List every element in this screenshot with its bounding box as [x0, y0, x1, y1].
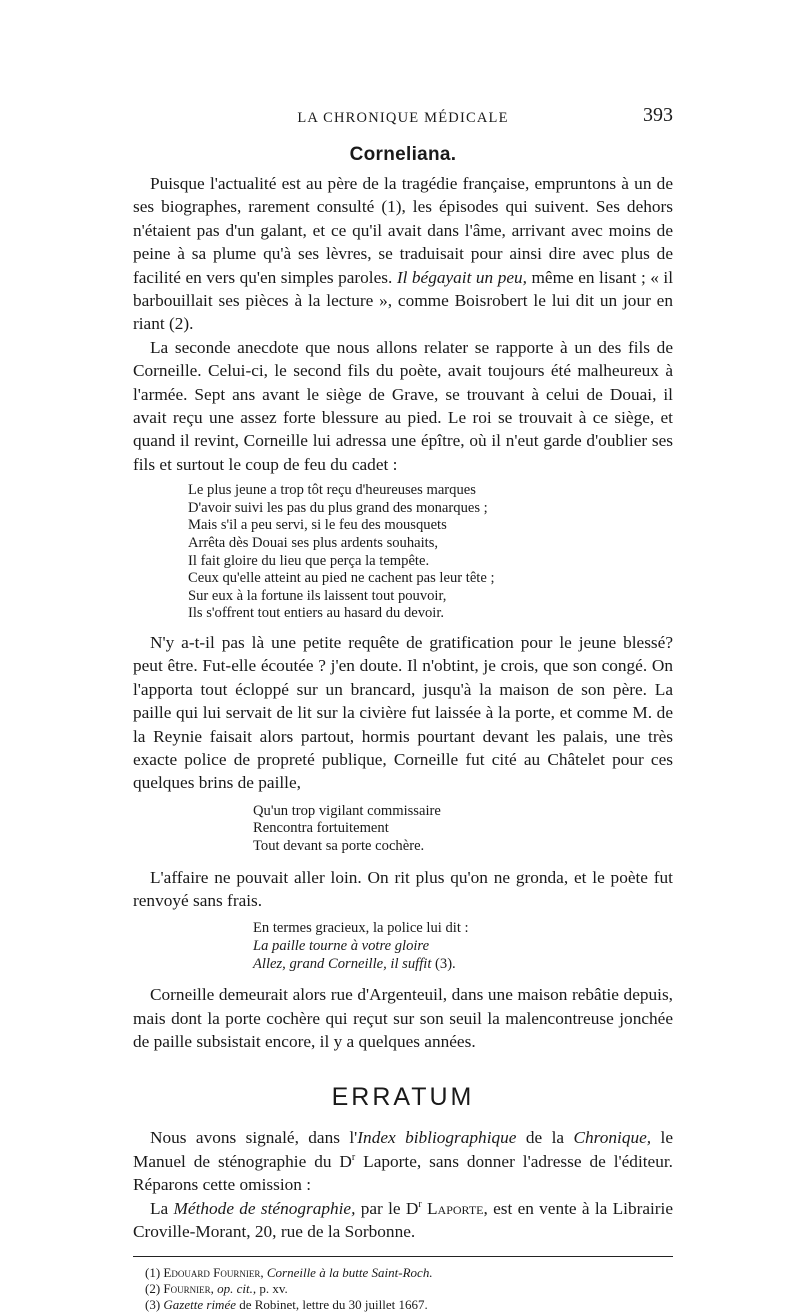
- verse-line: [253, 956, 673, 974]
- footnote-title: Gazette rimée: [163, 1297, 236, 1313]
- erratum-text: est en vente à la Librairie Croville-Morant, 20, rue de la Sorbonne.: [133, 1198, 674, 1242]
- verse-block-1: [188, 482, 673, 623]
- erratum-text: le Manuel de sténographie du D: [133, 1128, 674, 1171]
- verse-block-2: [253, 803, 673, 856]
- erratum-title: ERRATUM: [331, 1083, 475, 1112]
- superscript: r: [351, 1152, 356, 1164]
- paragraph-5: Corneille demeurait alors rue d'Argenteuil, dans une maison rebâtie depuis, mais dont la porte cochère qui reçut sur son seuil la malencontreuse jonchée de paille subsistait encore, il y a quelques années.: [133, 985, 673, 1052]
- author-name: Laporte,: [426, 1198, 488, 1218]
- paragraph-1-b: Ses dehors n'étaient pas d'un galant, et ce qu'il avait dans l'âme, arrivant avec moins de peine à sa plume qu'à ses lèvres, se traduisait pour ainsi dire avec plus de facilité en vers qu'en simples paroles.: [133, 197, 673, 287]
- footnotes: [145, 1265, 673, 1314]
- footnote-3: [145, 1297, 673, 1313]
- article-title: Corneliana.: [349, 144, 457, 165]
- erratum-paragraph-2: [133, 1197, 673, 1244]
- erratum-text: Laporte, sans donner l'adresse de l'éditeur. Réparons cette omission :: [133, 1151, 673, 1195]
- page-header: [133, 102, 673, 132]
- verse-line: Arrêta dès Douai ses plus ardents souhaits,: [188, 535, 439, 552]
- verse-line: Qu'un trop vigilant commissaire: [253, 802, 441, 819]
- footnote-author: Fournier,: [163, 1280, 214, 1296]
- verse-line: Ils s'offrent tout entiers au hasard du devoir.: [188, 605, 445, 622]
- footnote-number: (1): [145, 1264, 161, 1280]
- verse-line: En termes gracieux, la police lui dit :: [253, 920, 469, 937]
- footnote-author: Edouard Fournier,: [163, 1264, 264, 1280]
- footnote-1: [145, 1265, 673, 1281]
- page-number: 393: [643, 104, 673, 126]
- superscript: r: [418, 1198, 422, 1210]
- erratum-italic: Chronique,: [573, 1128, 652, 1148]
- running-title: LA CHRONIQUE MÉDICALE: [297, 110, 509, 126]
- paragraph-4: L'affaire ne pouvait aller loin. On rit plus qu'on ne gronda, et le poète fut renvoyé sans frais.: [133, 867, 673, 911]
- verse-line-italic: Allez, grand Corneille, il suffit: [253, 955, 432, 972]
- document-page: [133, 102, 673, 1314]
- footnote-number: (3): [145, 1297, 161, 1313]
- verse-line: Ceux qu'elle atteint au pied ne cachent pas leur tête ;: [188, 570, 495, 587]
- verse-block-3: [253, 920, 673, 973]
- footnote-divider: [133, 1256, 673, 1257]
- erratum-italic: Index bibliographique: [357, 1128, 517, 1148]
- footnote-ref: (3).: [435, 955, 456, 972]
- erratum-text: de la: [525, 1128, 565, 1148]
- erratum-paragraph-1: [133, 1126, 673, 1196]
- erratum-italic: Méthode de sténographie,: [173, 1198, 356, 1218]
- footnote-number: (2): [145, 1280, 161, 1296]
- footnote-ref: op. cit.,: [217, 1280, 257, 1296]
- footnote-page: p. xv.: [259, 1280, 288, 1296]
- footnote-2: [145, 1281, 673, 1297]
- footnote-title: Corneille à la butte Saint-Roch.: [266, 1264, 433, 1280]
- verse-line: D'avoir suivi les pas du plus grand des monarques ;: [188, 499, 488, 516]
- verse-line: Rencontra fortuitement: [253, 820, 389, 837]
- paragraph-2: La seconde anecdote que nous allons relater se rapporte à un des fils de Corneille. Celui-ci, le second fils du poète, avait toujours été malheureux à l'armée. Sept ans avant le siège de Grave, se trouvant à celui de Douai, il avait reçu une assez forte blessure au pied. Le roi se trouvait à ce siège, et quand il revint, Corneille lui adressa une épître, où il n'eut garde d'oublier ses fils et surtout le coup de feu du cadet :: [133, 337, 673, 474]
- erratum-text: Nous avons signalé, dans l': [150, 1128, 358, 1148]
- paragraph-3: N'y a-t-il pas là une petite requête de gratification pour le jeune blessé? peut être. Fut-elle écoutée ? j'en doute. Il n'obtint, je crois, que son congé. On l'apporta tout écloppé sur un brancard, jusqu'à la maison de son père. La paille qui lui servait de lit sur la civière fut laissée à la porte, et comme M. de la Reynie faisait alors partout, hormis pourtant devant les palais, une très exacte police de propreté publique, Corneille fut cité au Châtelet pour ces quelques brins de paille,: [133, 633, 673, 793]
- paragraph-1-italic: Il bégayait un peu,: [396, 267, 527, 287]
- verse-line: Sur eux à la fortune ils laissent tout pouvoir,: [188, 587, 447, 604]
- verse-line: Tout devant sa porte cochère.: [253, 838, 425, 855]
- erratum-text: par le D: [360, 1198, 419, 1218]
- paragraph-1-a: Puisque l'actualité est au père de la tragédie française, empruntons à un de ses biographes, rarement consulté (1), les épisodes qui suivent.: [133, 174, 673, 217]
- verse-line: Le plus jeune a trop tôt reçu d'heureuses marques: [188, 482, 476, 499]
- paragraph-1: [133, 172, 673, 336]
- verse-line: Il fait gloire du lieu que perça la tempête.: [188, 552, 430, 569]
- paragraph-1-c: même en lisant ; « il barbouillait ses pièces à la lecture », comme Boisrobert le lui dit un jour en riant (2).: [133, 267, 674, 334]
- verse-line: Mais s'il a peu servi, si le feu des mousquets: [188, 517, 447, 534]
- verse-line: La paille tourne à votre gloire: [253, 938, 430, 955]
- erratum-text: La: [150, 1198, 169, 1218]
- footnote-rest: de Robinet, lettre du 30 juillet 1667.: [239, 1297, 428, 1313]
